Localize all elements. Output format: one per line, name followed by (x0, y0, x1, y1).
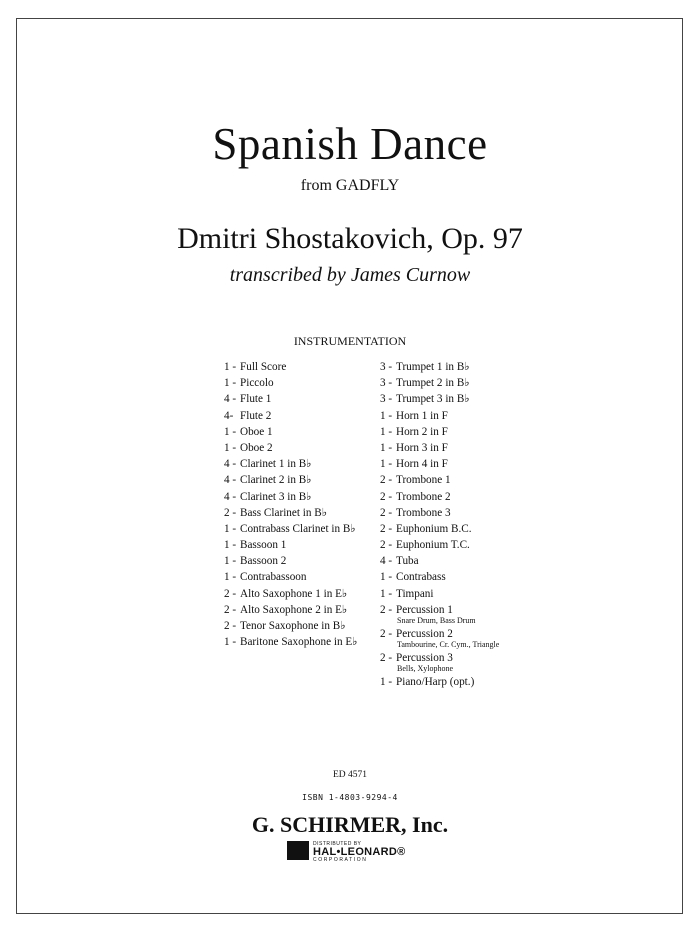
distributor-logo (287, 841, 421, 861)
instrument-quantity: 2 - (380, 539, 393, 552)
instrument-name: Alto Saxophone 2 in E♭ (240, 603, 348, 616)
instrument-row (224, 472, 357, 488)
instrument-row (380, 472, 499, 488)
instrument-name: Clarinet 2 in B♭ (240, 474, 312, 487)
instrument-row (224, 521, 357, 537)
instrument-row (380, 521, 499, 537)
instrument-quantity: 4 - (380, 555, 393, 568)
hal-leonard-logo-mark (287, 841, 309, 860)
instrument-name: Clarinet 3 in B♭ (240, 490, 312, 503)
instrument-name: Flute 1 (240, 393, 272, 406)
instrument-row (380, 674, 499, 690)
instrument-name: Piccolo (240, 377, 274, 390)
instrument-name: Trumpet 1 in B♭ (396, 361, 470, 373)
instrument-row (224, 505, 357, 521)
instrument-row (224, 408, 357, 424)
instrument-name: Bass Clarinet in B♭ (240, 506, 328, 519)
instrument-quantity: 1 - (380, 571, 393, 584)
instrumentation-heading: INSTRUMENTATION (293, 334, 407, 348)
piece-title: Spanish Dance (212, 119, 488, 169)
instrument-quantity: 1 - (380, 587, 393, 600)
instrument-quantity: 4 - (224, 474, 237, 487)
instrument-name: Contrabass (396, 571, 446, 584)
piece-subtitle: from GADFLY (300, 177, 400, 194)
instrument-name: Contrabassoon (240, 571, 307, 584)
instrument-row (380, 391, 499, 407)
instrument-name: Tenor Saxophone in B♭ (240, 620, 346, 632)
instrument-row (380, 569, 499, 585)
instrument-quantity: 1 - (224, 441, 237, 454)
instrument-row (380, 586, 499, 602)
instrument-name: Trombone 2 (396, 490, 451, 503)
instrument-row (224, 424, 357, 440)
instrument-quantity: 1 - (224, 425, 237, 438)
instrument-name: Trumpet 2 in B♭ (396, 377, 470, 390)
instrument-quantity: 1 - (224, 555, 237, 568)
instrument-name: Oboe 1 (240, 425, 273, 438)
instrument-row (224, 359, 357, 375)
instrument-quantity: 2 - (380, 652, 393, 665)
instrument-name: Bassoon 2 (240, 555, 287, 568)
instrument-quantity: 2 - (380, 490, 393, 503)
instrument-quantity: 1 - (380, 458, 393, 471)
instrument-name: Trombone 1 (396, 474, 451, 487)
instrument-quantity: 2 - (224, 603, 237, 616)
instrument-name: Horn 3 in F (396, 441, 448, 454)
instrument-row (224, 489, 357, 505)
instrument-name: Flute 2 (240, 409, 272, 422)
instrument-name: Euphonium B.C. (396, 522, 472, 535)
instrument-row (224, 618, 357, 634)
instrument-quantity: 3 - (380, 361, 393, 373)
instrument-row (224, 537, 357, 553)
distributor-name: HAL•LEONARD® (313, 846, 406, 858)
instrument-quantity: 1 - (380, 676, 393, 689)
instrument-quantity: 2 - (380, 474, 393, 487)
instrument-name: Tuba (396, 555, 419, 568)
instrument-name: Bassoon 1 (240, 539, 287, 552)
instrument-name: Alto Saxophone 1 in E♭ (240, 587, 348, 600)
instrument-quantity: 4 - (224, 393, 237, 406)
distributed-by-label: DISTRIBUTED BY (313, 841, 362, 847)
instrument-quantity: 1 - (224, 377, 237, 390)
instrument-name: Trumpet 3 in B♭ (396, 393, 470, 406)
instrument-quantity: 2 - (224, 506, 237, 519)
instrument-row (224, 634, 357, 650)
instrument-row (224, 569, 357, 585)
instrument-name: Euphonium T.C. (396, 539, 470, 552)
instrument-name: Percussion 1 (396, 603, 453, 616)
instrument-quantity: 1 - (224, 539, 237, 552)
instrument-name: Percussion 2 (396, 628, 453, 640)
instrument-row (380, 456, 499, 472)
instrument-quantity: 1 - (224, 522, 237, 535)
arranger-line: transcribed by James Curnow (229, 264, 471, 286)
instrument-row (380, 489, 499, 505)
instrument-quantity: 4 - (224, 490, 237, 503)
instrument-row (380, 553, 499, 569)
instrument-name: Piano/Harp (opt.) (396, 676, 475, 689)
edition-number: ED 4571 (332, 770, 368, 780)
instrument-quantity: 2 - (224, 587, 237, 600)
distributor-corporation: CORPORATION (313, 857, 368, 863)
instrument-row (224, 391, 357, 407)
instrument-detail: Bells, Xylophone (397, 664, 453, 674)
instrument-quantity: 3 - (380, 393, 393, 406)
instrument-quantity: 2 - (224, 620, 237, 632)
instrument-quantity: 2 - (380, 522, 393, 535)
instrument-detail: Snare Drum, Bass Drum (397, 616, 476, 625)
instrument-name: Horn 1 in F (396, 409, 448, 422)
instrument-quantity: 1 - (224, 361, 237, 373)
instrument-quantity: 2 - (380, 628, 393, 640)
instrument-quantity: 4- (224, 409, 234, 422)
instrument-row (380, 537, 499, 553)
instrument-row (224, 456, 357, 472)
instrument-row (224, 586, 357, 602)
instrument-row (380, 408, 499, 424)
instrument-name: Full Score (240, 361, 287, 373)
instrument-detail: Tambourine, Cr. Cym., Triangle (397, 640, 500, 650)
instrument-quantity: 2 - (380, 506, 393, 519)
instrument-name: Oboe 2 (240, 441, 273, 454)
composer-line: Dmitri Shostakovich, Op. 97 (177, 222, 523, 255)
instrument-quantity: 3 - (380, 377, 393, 390)
instrument-name: Horn 4 in F (396, 458, 448, 471)
instrument-row (224, 440, 357, 456)
instrumentation-left-column (224, 359, 357, 650)
instrument-row (380, 375, 499, 391)
instrument-quantity: 2 - (380, 603, 393, 616)
instrument-quantity: 1 - (224, 571, 237, 584)
instrument-name: Baritone Saxophone in E♭ (240, 636, 358, 649)
instrument-quantity: 1 - (224, 636, 237, 649)
instrument-quantity: 4 - (224, 458, 237, 471)
instrument-row (224, 602, 357, 618)
instrument-name: Trombone 3 (396, 506, 451, 519)
instrument-row (380, 440, 499, 456)
instrument-name: Timpani (396, 587, 434, 600)
publisher-name: G. SCHIRMER, Inc. (251, 812, 449, 837)
instrument-row (224, 375, 357, 391)
instrument-name: Contrabass Clarinet in B♭ (240, 522, 356, 535)
instrument-quantity: 1 - (380, 441, 393, 454)
instrumentation-right-column (380, 359, 499, 691)
instrument-quantity: 1 - (380, 425, 393, 438)
instrument-name: Horn 2 in F (396, 425, 448, 438)
instrument-row (380, 424, 499, 440)
instrument-name: Clarinet 1 in B♭ (240, 458, 312, 471)
instrument-row (224, 553, 357, 569)
instrument-quantity: 1 - (380, 409, 393, 422)
instrument-name: Percussion 3 (396, 652, 453, 665)
instrument-row (380, 359, 499, 375)
isbn: ISBN 1-4803-9294-4 (302, 793, 398, 802)
instrument-row (380, 505, 499, 521)
